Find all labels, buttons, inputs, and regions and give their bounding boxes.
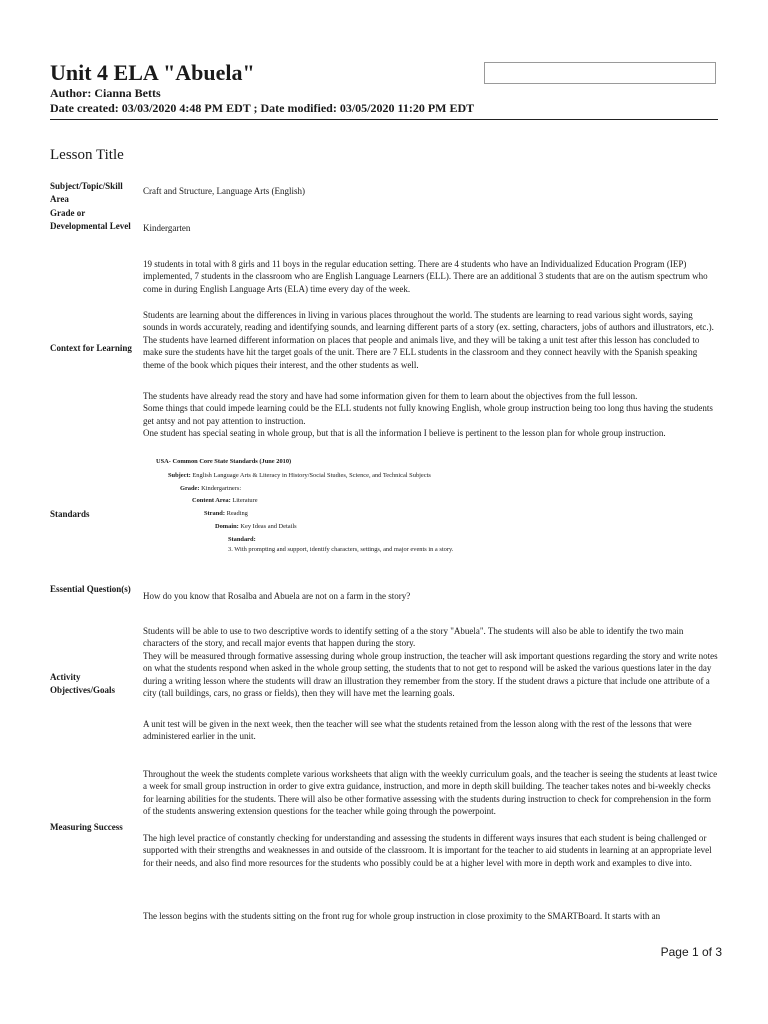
activity-paragraph: They will be measured through formative assessing during whole group instruction, the teacher will ask important questions regarding the story and write notes on what the students respond when asked in the whole group setting, the students that to not get to respond will be asked the various questions later in the day during a writing lesson where the students will draw an illustration they remember from the story. If the student draws a picture that include one attribute of a city (tall buildings, cars, no grass or fields), then they will have met the learning goals. — [143, 650, 718, 699]
standards-subject: Subject: English Language Arts & Literacy in History/Social Studies, Science, and Technical Subjects — [168, 472, 431, 479]
standards-standard-key: Standard: — [228, 536, 256, 543]
context-label: Context for Learning — [50, 343, 132, 353]
header-divider — [50, 119, 718, 120]
standards-strand: Strand: Reading — [204, 510, 248, 517]
activity-label: Activity Objectives/Goals — [50, 672, 115, 695]
context-value — [143, 258, 719, 295]
essential-question-label: Essential Question(s) — [50, 584, 131, 594]
context-value — [143, 390, 719, 440]
document-title: Unit 4 ELA "Abuela" — [50, 60, 255, 85]
measuring-paragraph: Throughout the week the students complete various worksheets that align with the weekly curriculum goals, and the teacher is seeing the students at least twice a week for small group instruction in order to give extra guidance, instruction, and more in depth skill building. The teacher takes notes and bi-weekly checks for learning abilities for the students. There will also be other formative assessing with the students during instruction to check for comprehension in the form of the students answering extension questions for the teacher while going through the powerpoint. — [143, 769, 718, 817]
context-paragraph: Students are learning about the differences in living in various places throughout the world. The students are learning to read various sight words, saying sounds in words accurately, reading and identifying sounds, and learning different parts of a story (ex. setting, characters, jobs of authors and illustrators, etc.). The students have learned different information on places that people and animals live, and they will be taking a unit test after this lesson has concluded to make sure the students have hit the target goals of the unit. There are 7 ELL students in the classroom and they connect heavily with the Spanish speaking theme of the book which piques their interest, and the other students as well. — [143, 310, 714, 370]
activity-paragraph: A unit test will be given in the next week, then the teacher will see what the students retained from the lesson along with the rest of the lessons that were administered earlier in the unit. — [143, 719, 692, 742]
standards-grade: Grade: Kindergartners: — [180, 485, 242, 492]
grade-value: Kindergarten — [143, 223, 191, 233]
lesson-title: Lesson Title — [50, 147, 124, 163]
date-line: Date created: 03/03/2020 4:48 PM EDT ; Date modified: 03/05/2020 11:20 PM EDT — [50, 101, 475, 115]
standards-standard-text: 3. With prompting and support, identify characters, settings, and major events in a story. — [228, 546, 454, 553]
activity-value — [143, 718, 719, 743]
activity-value — [143, 625, 719, 699]
header-input-box — [484, 62, 716, 84]
standards-heading: USA- Common Core State Standards (June 2010) — [156, 458, 292, 465]
standards-content-area: Content Area: Literature — [192, 497, 258, 504]
page-number: Page 1 of 3 — [660, 945, 722, 959]
context-paragraph: The students have already read the story and have had some information given for them to learn about the objectives from the full lesson. — [143, 391, 638, 401]
activity-paragraph: Students will be able to use to two descriptive words to identify setting of a the story "Abuela". The students will also be able to identify the two main characters of the story, and recall major events that happen during the story. — [143, 626, 684, 649]
context-paragraph: Some things that could impede learning could be the ELL students not fully knowing English, whole group instruction being too long thus having the students get antsy and not pay attention to instruction. — [143, 403, 713, 426]
context-paragraph: 19 students in total with 8 girls and 11 boys in the regular education setting. There are 4 students who have an Individualized Education Program (IEP) implemented, 7 students in the classroom who are English Language Learners (ELL). There are an additional 3 students that are on the autism spectrum who come in during English Language Arts (ELA) time every day of the week. — [143, 259, 708, 294]
procedure-value: The lesson begins with the students sitting on the front rug for whole group instruction in close proximity to the SMARTBoard. It starts with an — [143, 911, 661, 921]
subject-value: Craft and Structure, Language Arts (English) — [143, 186, 305, 196]
context-value — [143, 309, 719, 371]
measuring-success-value — [143, 768, 719, 818]
author-line: Author: Cianna Betts — [50, 86, 161, 100]
context-paragraph: One student has special seating in whole group, but that is all the information I believe is pertinent to the lesson plan for whole group instruction. — [143, 428, 666, 439]
measuring-success-value — [143, 832, 719, 869]
measuring-paragraph: The high level practice of constantly checking for understanding and assessing the students in different ways insures that each student is being challenged or supported with their strengths and weaknesses in and outside of the classroom. It is important for the teacher to aid students in learning at an appropriate level for their needs, and also find more resources for the students who possibly could be at a higher level with more in depth work and examples to dive into. — [143, 833, 712, 868]
standards-domain: Domain: Key Ideas and Details — [215, 523, 297, 530]
essential-question-value: How do you know that Rosalba and Abuela are not on a farm in the story? — [143, 591, 411, 601]
subject-label: Subject/Topic/Skill Area — [50, 181, 123, 204]
measuring-success-label: Measuring Success — [50, 822, 123, 832]
grade-label: Grade or Developmental Level — [50, 208, 131, 231]
standards-label: Standards — [50, 509, 90, 519]
